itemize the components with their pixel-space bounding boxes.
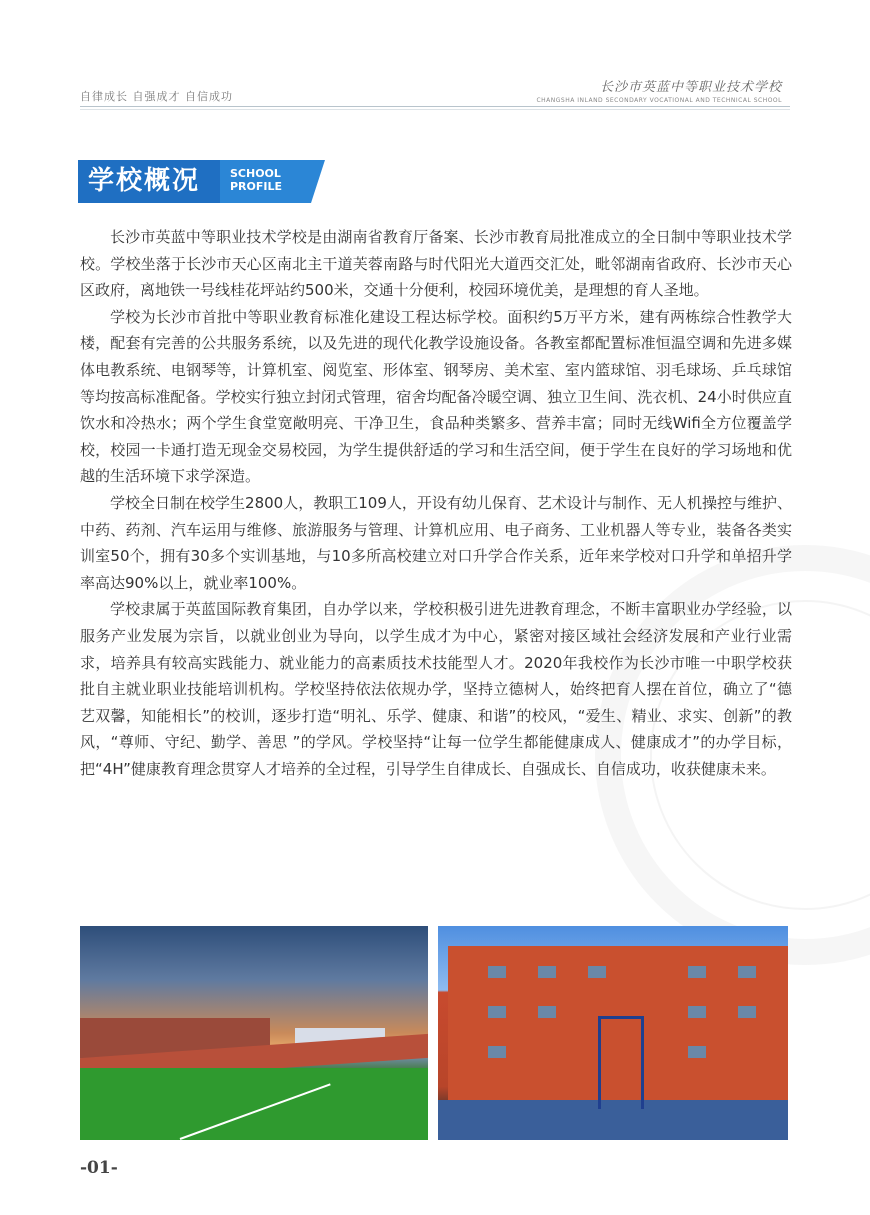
window-shape <box>538 1006 556 1018</box>
paragraph: 学校隶属于英蓝国际教育集团，自办学以来，学校积极引进先进教育理念，不断丰富职业办学经验，以服务产业发展为宗旨，以就业创业为导向，以学生成才为中心，紧密对接区域社会经济发展和产业行业需求，培养具有较高实践能力、就业能力的高素质技术技能型人才。2020年我校作为长沙市唯一中职学校获批自主就业职业技能培训机构。学校坚持依法依规办学，坚持立德树人，始终把育人摆在首位，确立了“德艺双馨，知能相长”的校训，逐步打造“明礼、乐学、健康、和谐”的校风，“爱生、精业、求实、创新”的教风，“尊师、守纪、勤学、善思 ”的学风。学校坚持“让每一位学生都能健康成人、健康成才”的办学目标，把“4H”健康教育理念贯穿人才培养的全过程，引导学生自律成长、自强成长、自信成功，收获健康未来。 <box>80 600 792 778</box>
header-divider-secondary <box>80 109 790 110</box>
window-shape <box>688 1006 706 1018</box>
window-shape <box>738 966 756 978</box>
football-field-shape <box>80 1068 428 1140</box>
slogan: 自律成长 自强成才 自信成功 <box>80 90 233 103</box>
window-shape <box>738 1006 756 1018</box>
campus-building-photo <box>438 926 788 1140</box>
paragraph: 学校为长沙市首批中等职业教育标准化建设工程达标学校。面积约5万平方米，建有两栋综合性教学大楼，配套有完善的公共服务系统，以及先进的现代化教学设施设备。各教室都配置标准恒温空调和先进多媒体电教系统、电钢琴等，计算机室、阅览室、形体室、钢琴房、美术室、室内篮球馆、羽毛球场、乒乓球馆等均按高标准配备。学校实行独立封闭式管理，宿舍均配备冷暖空调、独立卫生间、洗衣机、24小时供应直饮水和冷热水；两个学生食堂宽敞明亮、干净卫生，食品种类繁多、营养丰富；同时无线Wifi全方位覆盖学校，校园一卡通打造无现金交易校园，为学生提供舒适的学习和生活空间，便于学生在良好的学习场地和优越的生活环境下求学深造。 <box>80 307 792 486</box>
paragraph: 长沙市英蓝中等职业技术学校是由湖南省教育厅备案、长沙市教育局批准成立的全日制中等职业技术学校。学校坐落于长沙市天心区南北主干道芙蓉南路与时代阳光大道西交汇处，毗邻湖南省政府、长沙市天心区政府，离地铁一号线桂花坪站约500米，交通十分便利，校园环境优美，是理想的育人圣地。 <box>80 228 792 300</box>
page-number: -01- <box>80 1158 118 1178</box>
window-shape <box>488 1046 506 1058</box>
title-en <box>230 167 282 193</box>
title-en-line1: SCHOOL <box>230 167 281 180</box>
paragraph: 学校全日制在校学生2800人，教职工109人，开设有幼儿保育、艺术设计与制作、无人机操控与维护、中药、药剂、汽车运用与维修、旅游服务与管理、计算机应用、电子商务、工业机器人等专业，装备各类实训室50个，拥有30多个实训基地，与10多所高校建立对口升学合作关系，近年来学校对口升学和单招升学率高达90%以上，就业率100%。 <box>80 493 792 592</box>
window-shape <box>488 1006 506 1018</box>
title-en-line2: PROFILE <box>230 180 283 193</box>
page-header <box>0 0 870 110</box>
basketball-hoop-shape <box>598 1016 644 1109</box>
window-shape <box>488 966 506 978</box>
window-shape <box>688 1046 706 1058</box>
school-name-en: CHANGSHA INLAND SECONDARY VOCATIONAL AND TECHNICAL SCHOOL <box>536 97 782 104</box>
article-body <box>80 224 792 782</box>
title-cn: 学校概况 <box>78 160 220 203</box>
school-name-cn: 长沙市英蓝中等职业技术学校 <box>599 80 782 95</box>
window-shape <box>588 966 606 978</box>
header-divider <box>80 106 790 107</box>
campus-sports-field-photo <box>80 926 428 1140</box>
window-shape <box>688 966 706 978</box>
window-shape <box>538 966 556 978</box>
school-brand <box>536 76 782 104</box>
